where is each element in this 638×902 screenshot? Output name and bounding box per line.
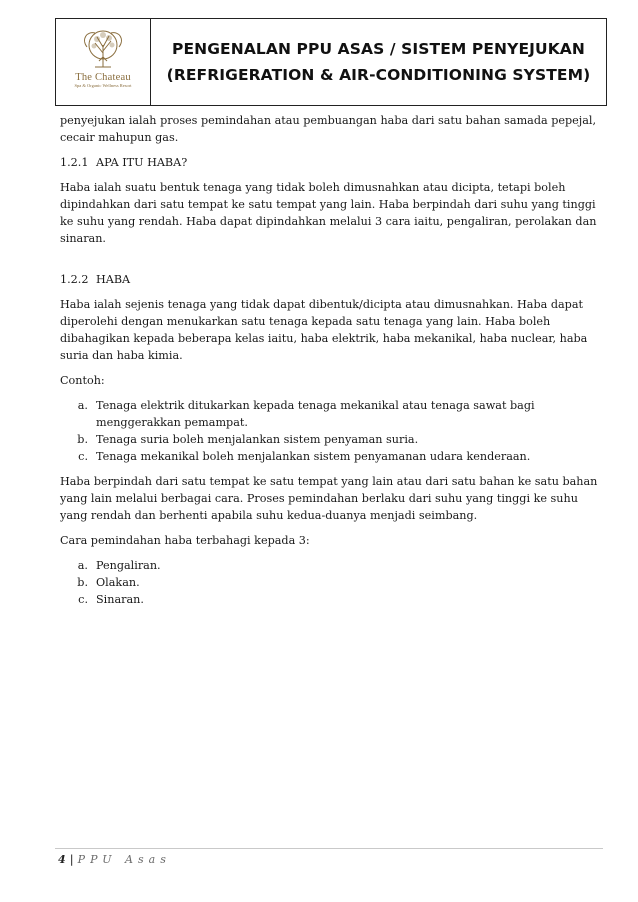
example-label: Contoh: [60, 374, 105, 387]
title-line-2: (REFRIGERATION & AIR-CONDITIONING SYSTEM) [166, 66, 591, 84]
examples-list [60, 397, 600, 465]
list-item [60, 448, 600, 465]
section-number: 1.2.2 [60, 273, 89, 286]
chateau-logo [63, 27, 143, 97]
section-number: 1.2.1 [60, 156, 89, 169]
list-marker: b. [77, 433, 88, 446]
section-title: HABA [96, 273, 131, 286]
list-marker: c. [78, 450, 88, 463]
list-item [60, 431, 600, 448]
list-text: Tenaga suria boleh menjalankan sistem penyaman suria. [96, 433, 419, 446]
logo-tagline: Spa & Organic Wellness Resort [74, 83, 132, 88]
list-item [60, 591, 600, 608]
methods-label: Cara pemindahan haba terbahagi kepada 3: [60, 534, 310, 547]
list-marker: a. [77, 559, 88, 572]
page-header [55, 18, 607, 106]
list-text: Tenaga mekanikal boleh menjalankan sistem penyamanan udara kenderaan. [96, 450, 531, 463]
section-1-paragraph: Haba ialah suatu bentuk tenaga yang tidak boleh dimusnahkan atau dicipta, tetapi boleh dipindahkan dari satu tempat ke satu tempat yang lain. Haba berpindah dari suhu yang tinggi ke suhu yang rendah. Haba dapat dipindahkan melalui 3 cara iaitu, pengaliran, perolakan dan sinaran. [60, 181, 597, 245]
list-item [60, 397, 600, 431]
section-title: APA ITU HABA? [96, 156, 188, 169]
intro-paragraph: penyejukan ialah proses pemindahan atau pembuangan haba dari satu bahan samada pepejal, cecair mahupun gas. [60, 114, 597, 144]
page-number: 4 [58, 853, 66, 866]
list-marker: c. [78, 593, 88, 606]
footer-separator: | [69, 853, 74, 866]
section-heading-1-2-1 [60, 154, 600, 171]
tree-icon [77, 27, 129, 71]
page-content [60, 112, 600, 616]
logo-cell [56, 19, 151, 105]
list-item [60, 557, 600, 574]
list-marker: b. [77, 576, 88, 589]
list-item [60, 574, 600, 591]
page-footer [58, 853, 171, 866]
title-line-1: PENGENALAN PPU ASAS / SISTEM PENYEJUKAN [172, 40, 585, 58]
methods-list [60, 557, 600, 608]
list-text: Olakan. [96, 576, 140, 589]
footer-divider [55, 848, 603, 849]
list-text: Tenaga elektrik ditukarkan kepada tenaga mekanikal atau tenaga sawat bagi menggerakkan pemampat. [96, 399, 535, 429]
running-title: PPU Asas [77, 853, 171, 866]
list-text: Pengaliran. [96, 559, 161, 572]
section-2-paragraph: Haba ialah sejenis tenaga yang tidak dapat dibentuk/dicipta atau dimusnahkan. Haba dapat diperolehi dengan menukarkan satu tenaga kepada satu tenaga yang lain. Haba boleh dibahagikan kepada beberapa kelas iaitu, haba elektrik, haba mekanikal, haba nuclear, haba suria dan haba kimia. [60, 298, 588, 362]
section-heading-1-2-2 [60, 271, 600, 288]
list-marker: a. [77, 399, 88, 412]
transfer-paragraph: Haba berpindah dari satu tempat ke satu tempat yang lain atau dari satu bahan ke satu bahan yang lain melalui berbagai cara. Proses pemindahan berlaku dari suhu yang tinggi ke suhu yang rendah dan berhenti apabila suhu kedua-duanya menjadi seimbang. [60, 475, 598, 522]
logo-name: The Chateau [75, 72, 131, 83]
list-text: Sinaran. [96, 593, 144, 606]
document-title [151, 19, 606, 105]
spacer [60, 255, 600, 271]
